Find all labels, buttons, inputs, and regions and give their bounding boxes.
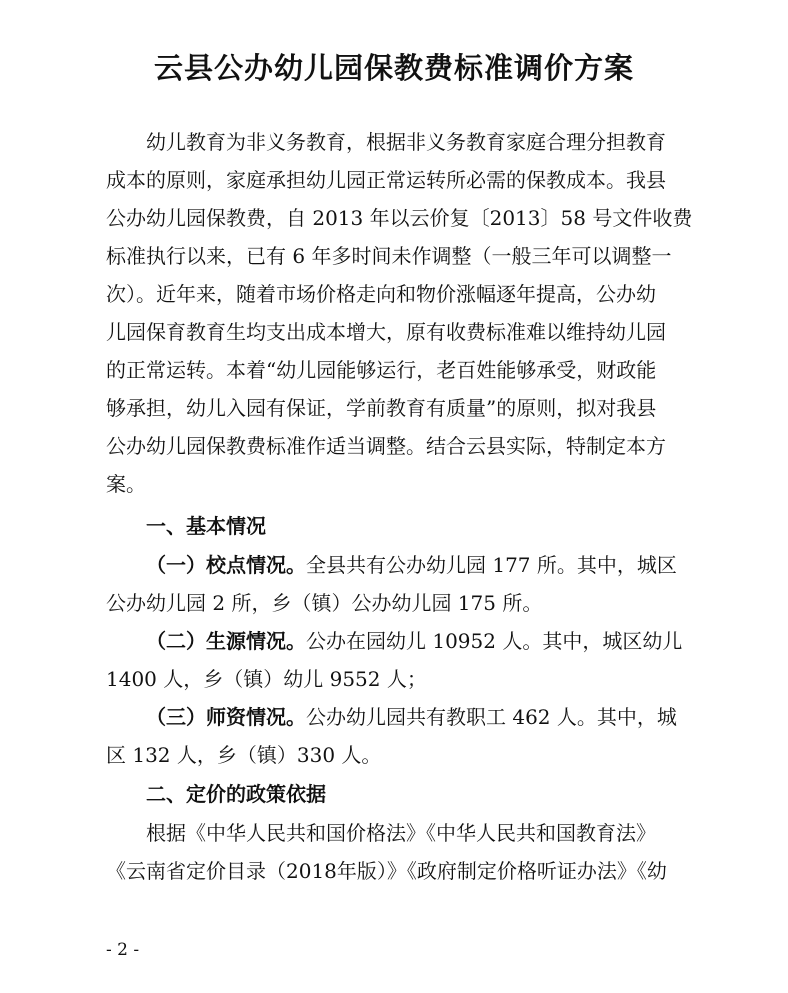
basis-line-1: 根据《中华人民共和国价格法》《中华人民共和国教育法》 bbox=[146, 821, 656, 845]
intro-line-2: 成本的原则，家庭承担幼儿园正常运转所必需的保教成本。我县 bbox=[106, 168, 666, 192]
item-teachers bbox=[146, 703, 677, 731]
intro-line-6: 儿园保育教育生均支出成本增大，原有收费标准难以维持幼儿园 bbox=[106, 320, 666, 344]
intro-line-4: 标准执行以来，已有 6 年多时间未作调整（一般三年可以调整一 bbox=[106, 244, 672, 268]
basis-line-2: 《云南省定价目录（2018年版）》《政府制定价格听证办法》《幼 bbox=[106, 859, 667, 883]
section-heading-basic-info: 一、基本情况 bbox=[146, 514, 266, 538]
item-teachers-cont: 区 132 人，乡（镇）330 人。 bbox=[106, 743, 382, 767]
document-title: 云县公办幼儿园保教费标准调价方案 bbox=[153, 51, 634, 85]
intro-line-9: 公办幼儿园保教费标准作适当调整。结合云县实际，特制定本方 bbox=[106, 434, 666, 458]
item-schools-label: （一）校点情况。 bbox=[146, 553, 306, 577]
item-students bbox=[146, 627, 682, 655]
item-teachers-label: （三）师资情况。 bbox=[146, 705, 306, 729]
intro-line-1: 幼儿教育为非义务教育，根据非义务教育家庭合理分担教育 bbox=[146, 130, 666, 154]
item-students-label: （二）生源情况。 bbox=[146, 629, 306, 653]
item-teachers-text: 公办幼儿园共有教职工 462 人。其中，城 bbox=[306, 705, 677, 729]
section-heading-policy-basis: 二、定价的政策依据 bbox=[146, 782, 326, 806]
page-number: - 2 - bbox=[106, 940, 140, 960]
intro-line-8: 够承担，幼儿入园有保证，学前教育有质量”的原则，拟对我县 bbox=[106, 396, 657, 420]
item-students-cont: 1400 人，乡（镇）幼儿 9552 人； bbox=[106, 667, 427, 691]
intro-line-10: 案。 bbox=[106, 472, 146, 496]
item-schools bbox=[146, 551, 677, 579]
intro-line-3: 公办幼儿园保教费，自 2013 年以云价复〔2013〕58 号文件收费 bbox=[106, 206, 693, 230]
item-schools-text: 全县共有公办幼儿园 177 所。其中，城区 bbox=[306, 553, 677, 577]
intro-line-5: 次）。近年来，随着市场价格走向和物价涨幅逐年提高，公办幼 bbox=[106, 282, 656, 306]
intro-line-7: 的正常运转。本着“幼儿园能够运行，老百姓能够承受，财政能 bbox=[106, 358, 657, 382]
item-schools-cont: 公办幼儿园 2 所，乡（镇）公办幼儿园 175 所。 bbox=[106, 591, 543, 615]
item-students-text: 公办在园幼儿 10952 人。其中，城区幼儿 bbox=[306, 629, 683, 653]
